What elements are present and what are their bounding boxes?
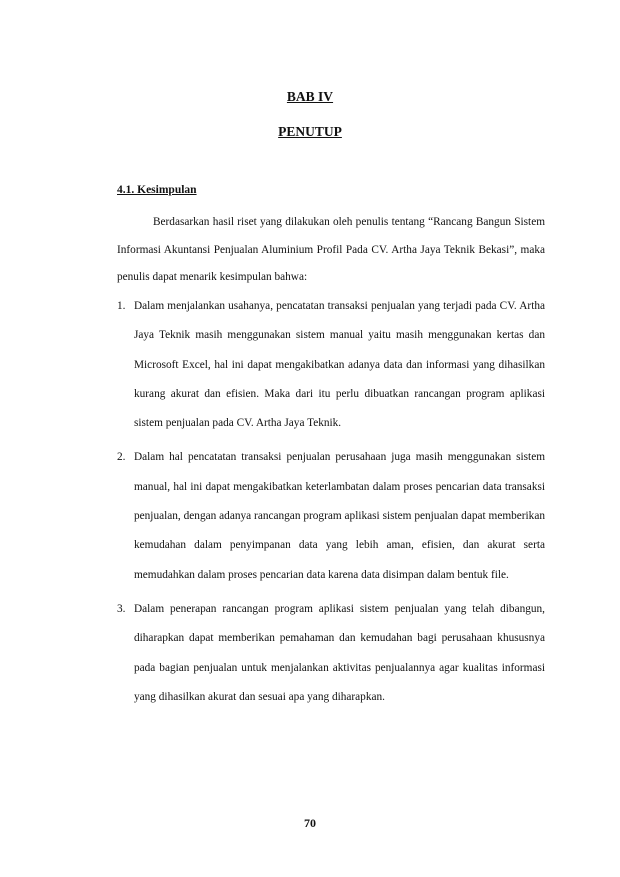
section-heading: 4.1. Kesimpulan (117, 184, 197, 196)
list-item-text: Dalam penerapan rancangan program aplikasi sistem penjualan yang telah dibangun, diharapkan dapat memberikan pemahaman dan kemudahan bagi perusahaan khususnya pada bagian penjualan untuk menjalankan aktivitas penjualannya agar kualitas informasi yang dihasilkan akurat dan sesuai apa yang diharapkan. (134, 602, 545, 703)
list-item-text: Dalam menjalankan usahanya, pencatatan transaksi penjualan yang terjadi pada CV. Artha Jaya Teknik masih menggunakan sistem manual yaitu masih menggunakan kertas dan Microsoft Excel, hal ini dapat mengakibatkan adanya data dan informasi yang dihasilkan kurang akurat dan efisien. Maka dari itu perlu dibuatkan rancangan program aplikasi sistem penjualan pada CV. Artha Jaya Teknik. (134, 300, 545, 430)
list-item (117, 443, 545, 589)
list-item (117, 595, 545, 712)
chapter-label: BAB IV (286, 89, 334, 104)
list-item-number: 2. (117, 451, 126, 464)
page-number: 70 (304, 816, 316, 830)
chapter-title: PENUTUP (278, 124, 342, 139)
list-item-number: 3. (117, 602, 126, 615)
list-item-text: Dalam hal pencatatan transaksi penjualan perusahaan juga masih menggunakan sistem manual, hal ini dapat mengakibatkan keterlambatan dalam proses pencarian data transaksi penjualan, dengan adanya rancangan program aplikasi sistem penjualan dapat memberikan kemudahan dalam penyimpanan data yang lebih aman, efisien, dan akurat serta memudahkan dalam proses pencarian data karena data disimpan dalam bentuk file. (134, 451, 545, 581)
list-item-number: 1. (117, 300, 126, 312)
list-item (117, 292, 545, 438)
intro-paragraph: Berdasarkan hasil riset yang dilakukan oleh penulis tentang “Rancang Bangun Sistem Informasi Akuntansi Penjualan Aluminium Profil Pada CV. Artha Jaya Teknik Bekasi”, maka penulis dapat menarik kesimpulan bahwa: (117, 216, 545, 284)
conclusion-list (117, 292, 545, 717)
